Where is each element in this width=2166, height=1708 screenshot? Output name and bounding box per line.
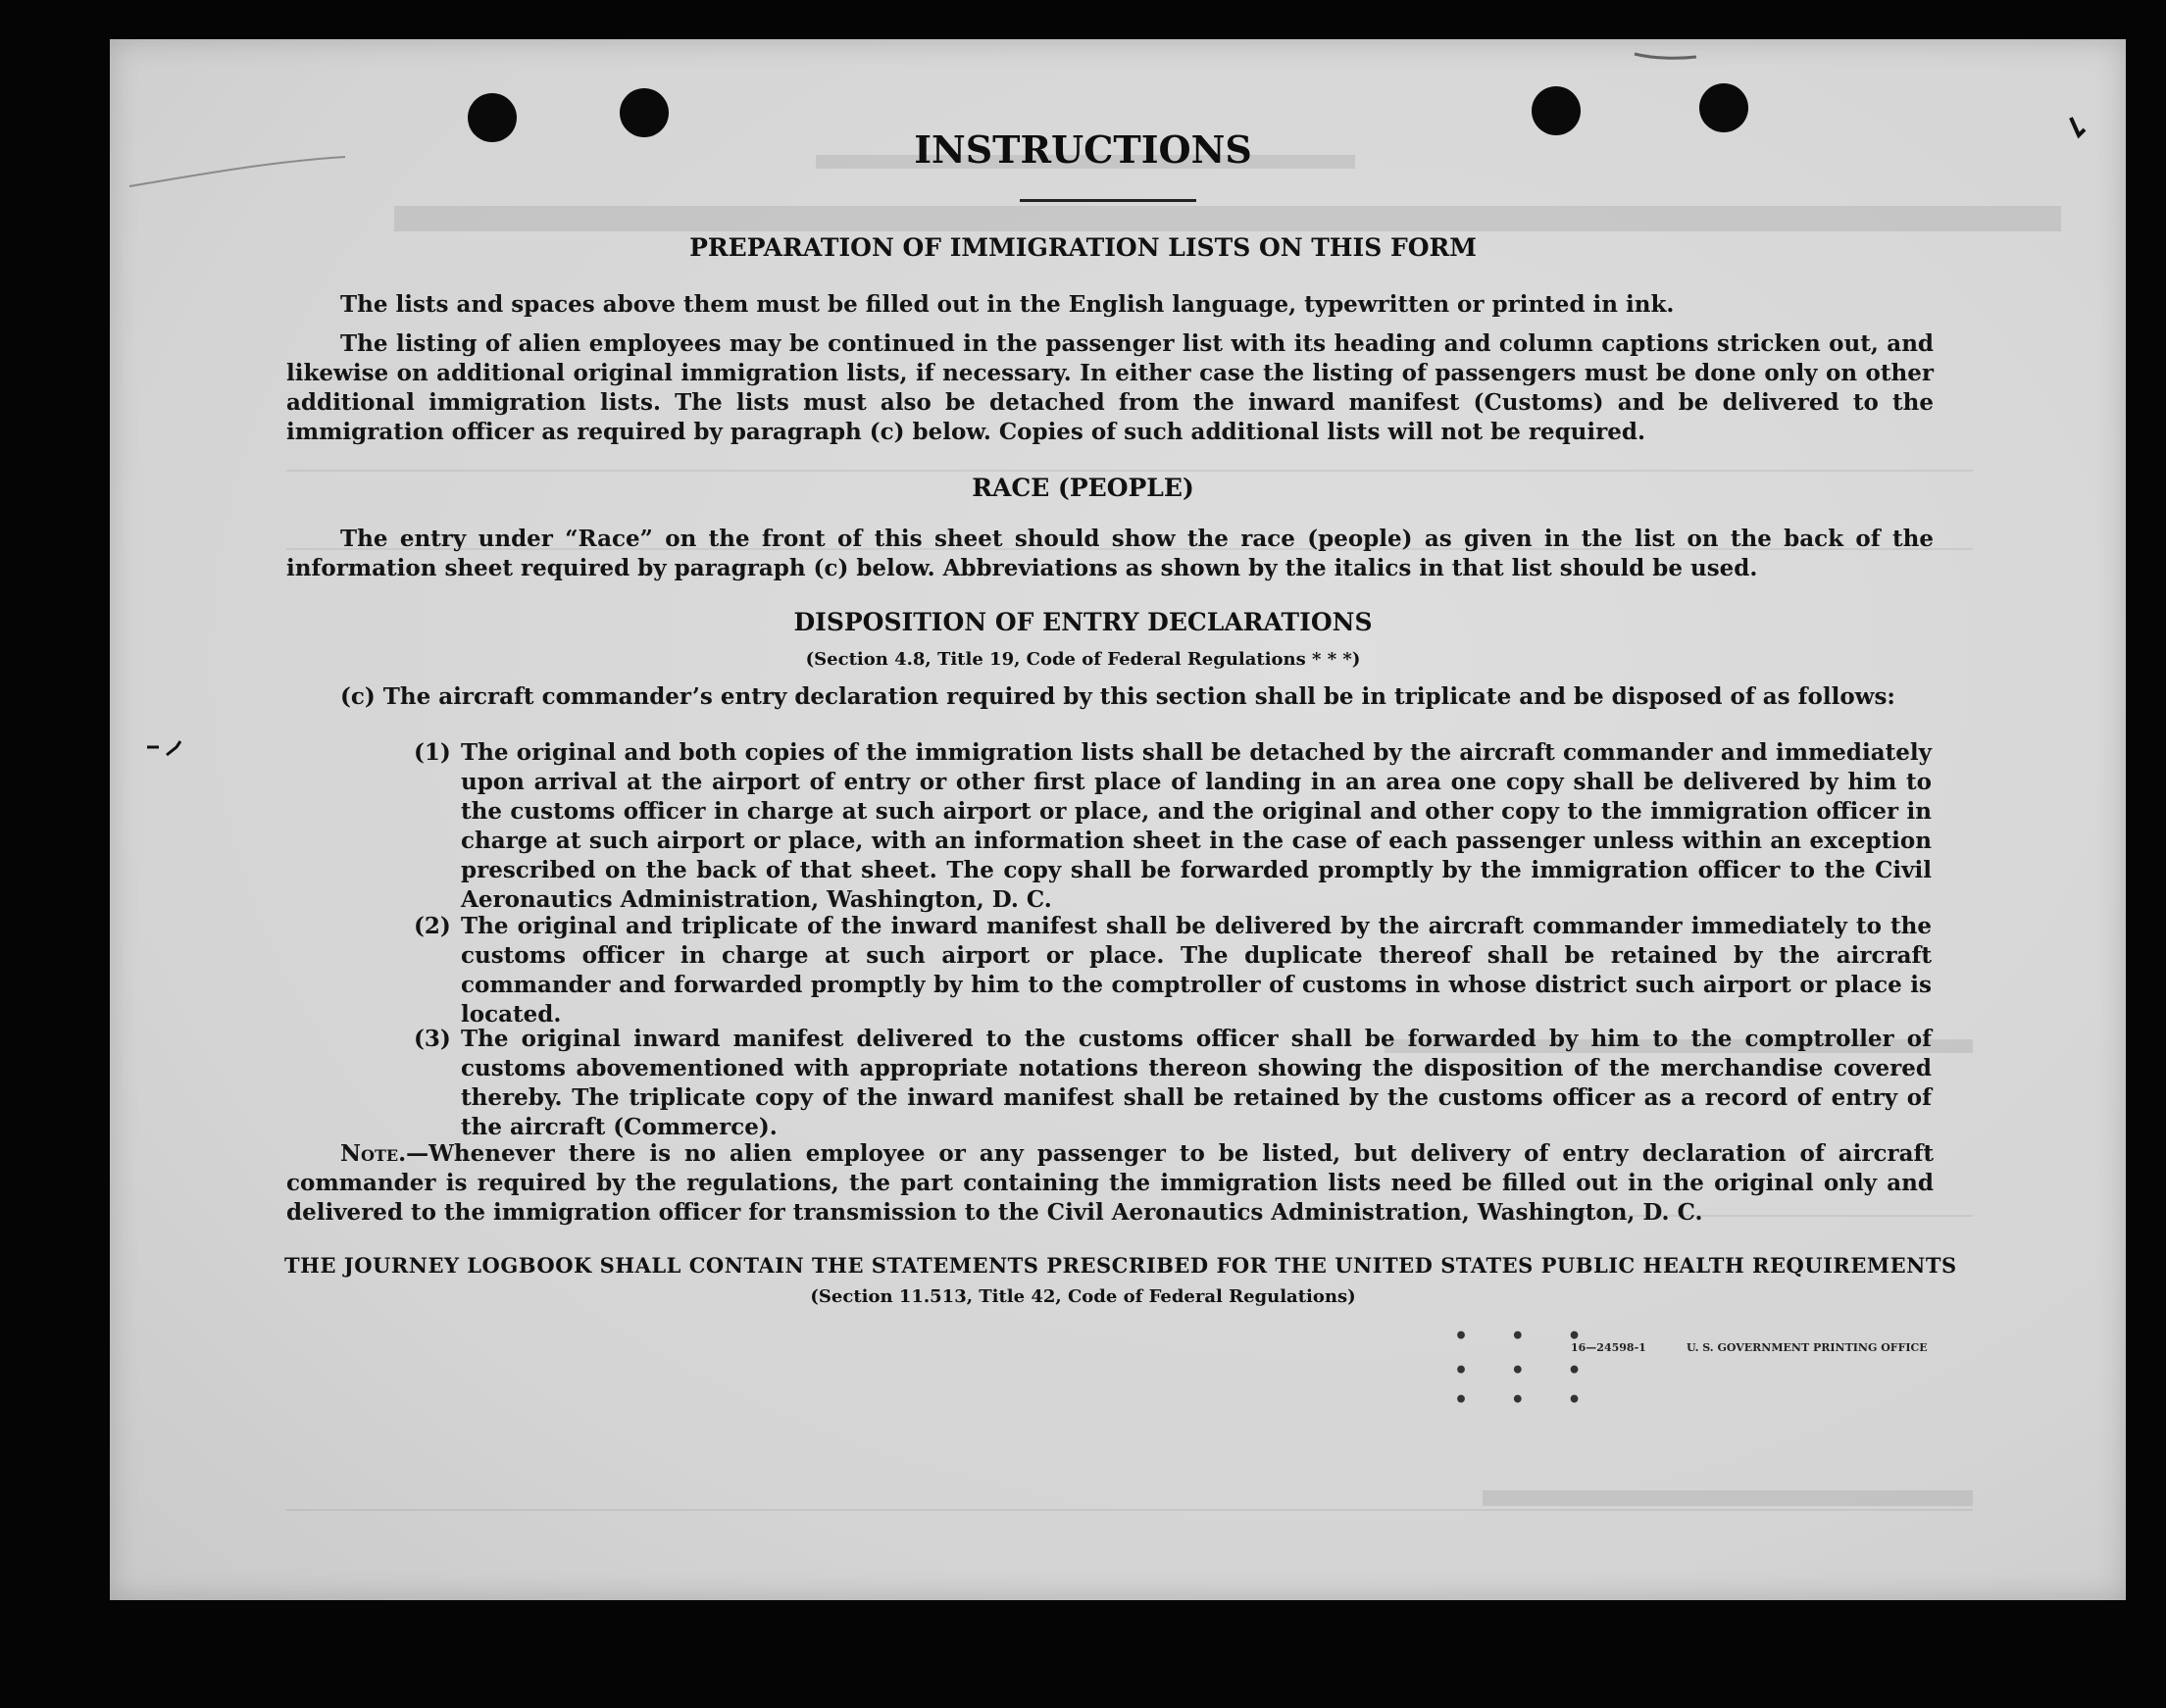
item-number: (1) (414, 739, 451, 766)
disposition-intro: (c) The aircraft commander’s entry declaration required by this section shall be in triplicate and be disposed of as follows: (340, 683, 1895, 710)
title-rule (1020, 199, 1196, 202)
disposition-item-1 (414, 738, 1932, 915)
page-title: INSTRUCTIONS (914, 127, 1252, 172)
note-label: Note. (340, 1140, 407, 1167)
preparation-paragraph-1: The lists and spaces above them must be filled out in the English language, typewritten or printed in ink. (340, 291, 1675, 318)
decorative-dots: • • • (1454, 1387, 1599, 1413)
logbook-statement: THE JOURNEY LOGBOOK SHALL CONTAIN THE STATEMENTS PRESCRIBED FOR THE UNITED STATES PUBLIC HEALTH REQUIREMENTS (284, 1253, 1957, 1278)
preparation-heading: PREPARATION OF IMMIGRATION LISTS ON THIS FORM (689, 233, 1477, 262)
logbook-subheading: (Section 11.513, Title 42, Code of Federal Regulations) (810, 1286, 1356, 1307)
disposition-subheading: (Section 4.8, Title 19, Code of Federal Regulations * * *) (805, 649, 1361, 670)
decorative-dots: • • • (1454, 1358, 1599, 1383)
item-text: The original inward manifest delivered to the customs officer shall be forwarded by him to the comptroller of customs abovementioned with appropriate notations thereon showing the disposition of the merchandise covered thereby. The triplicate copy of the inward manifest shall be retained by the customs officer as a record of entry of the aircraft (Commerce). (461, 1026, 1932, 1140)
item-number: (2) (414, 913, 451, 939)
preparation-paragraph-2: The listing of alien employees may be continued in the passenger list with its heading and column captions stricken out, and likewise on additional original immigration lists, if necessary. In either case the listing of passengers must be done only on other additional immigration lists. The lists must also be detached from the inward manifest (Customs) and be delivered to the immigration officer as required by paragraph (c) below. Copies of such additional lists will not be required. (286, 330, 1934, 445)
item-text: The original and both copies of the immigration lists shall be detached by the aircraft commander and immediately upon arrival at the airport of entry or other first place of landing in an area one copy shall be delivered by him to the customs officer in charge at such airport or place, and the original and other copy to the immigration officer in charge at such airport or place, with an information sheet in the case of each passenger unless within an exception prescribed on the back of that sheet. The copy shall be forwarded promptly by the immigration officer to the Civil Aeronautics Administration, Washington, D. C. (461, 739, 1932, 913)
disposition-item-3 (414, 1025, 1932, 1142)
form-number: 16—24598-1 (1571, 1341, 1646, 1354)
printer-imprint: U. S. GOVERNMENT PRINTING OFFICE (1687, 1341, 1928, 1354)
item-number: (3) (414, 1026, 451, 1052)
item-text: The original and triplicate of the inward manifest shall be delivered by the aircraft commander immediately to the customs officer in charge at such airport or place. The duplicate thereof shall be retained by the aircraft commander and forwarded promptly by him to the comptroller of customs in whose district such airport or place is located. (461, 913, 1932, 1028)
note-paragraph (286, 1139, 1934, 1228)
note-text: —Whenever there is no alien employee or any passenger to be listed, but delivery of entry declaration of aircraft commander is required by the regulations, the part containing the immigration lists need be filled out in the original only and delivered to the immigration officer for transmission to the Civil Aeronautics Administration, Washington, D. C. (286, 1140, 1934, 1226)
race-paragraph: The entry under “Race” on the front of this sheet should show the race (people) as given in the list on the back of the information sheet required by paragraph (c) below. Abbreviations as shown by the italics in that list should be used. (286, 526, 1934, 581)
disposition-item-2 (414, 912, 1932, 1030)
decorative-dots: • • • (1454, 1324, 1599, 1349)
race-heading: RACE (PEOPLE) (972, 474, 1194, 502)
disposition-heading: DISPOSITION OF ENTRY DECLARATIONS (793, 608, 1373, 636)
